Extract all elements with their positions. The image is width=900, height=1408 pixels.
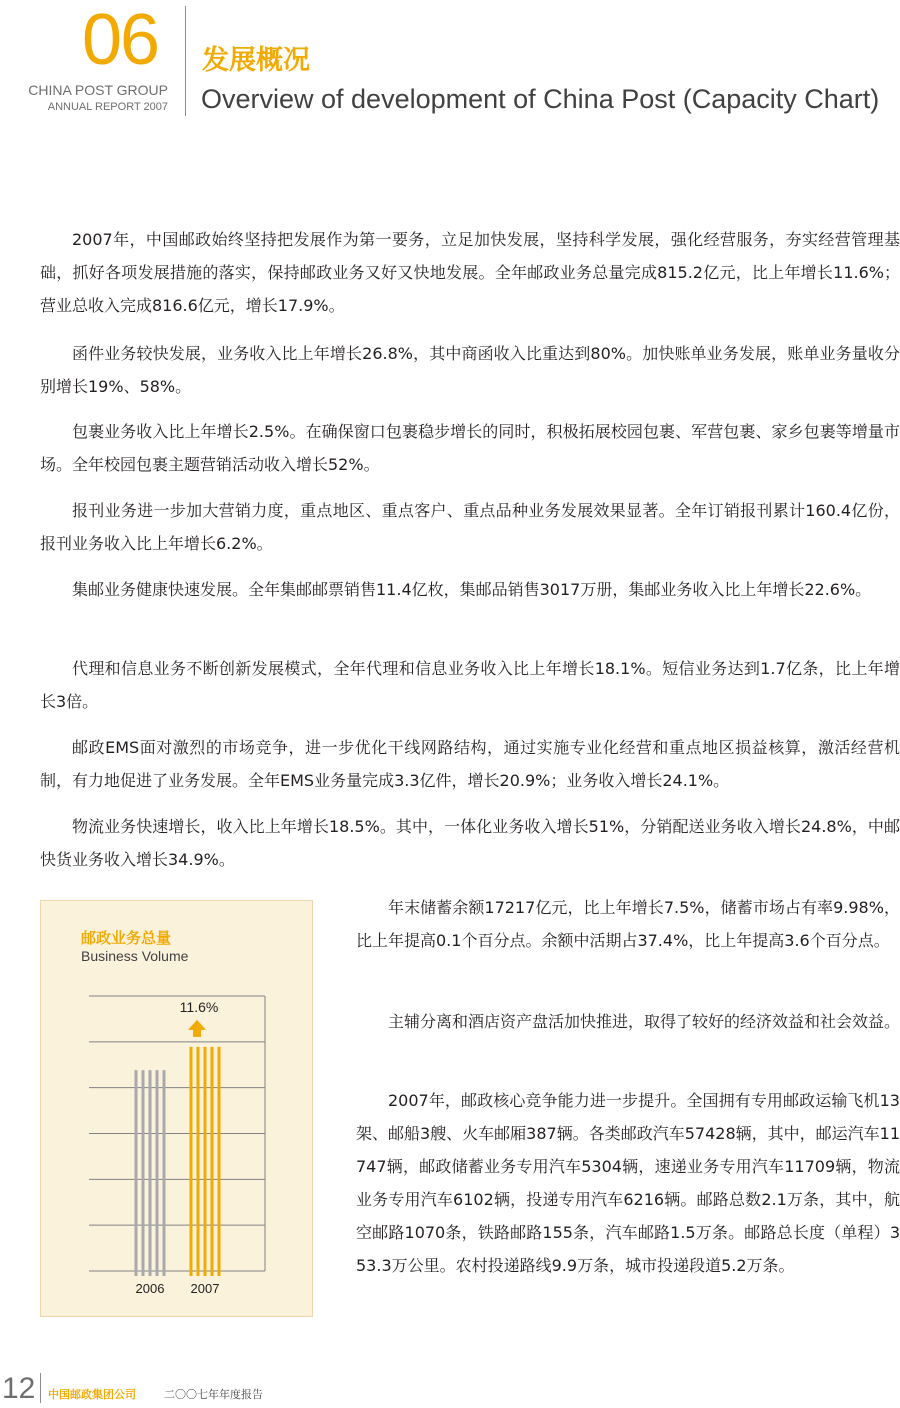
chart-grid (89, 996, 265, 1271)
bar-stroke (149, 1070, 152, 1276)
footer-divider (40, 1373, 41, 1403)
paragraph-parcels: 包裹业务收入比上年增长2.5%。在确保窗口包裹稳步增长的同时，积极拓展校园包裹、军营包裹、家乡包裹等增量市场。全年校园包裹主题营销活动收入增长52%。 (40, 422, 900, 474)
paragraph-agency-info: 代理和信息业务不断创新发展模式，全年代理和信息业务收入比上年增长18.1%。短信业务达到1.7亿条，比上年增长3倍。 (40, 659, 900, 711)
page-title-cn: 发展概况 (202, 45, 310, 76)
chart-title-cn: 邮政业务总量 (81, 929, 172, 947)
x-tick-label-2007: 2007 (190, 1281, 220, 1296)
bar-stroke (197, 1047, 200, 1276)
chart-bars (135, 1047, 221, 1276)
bar-stroke (142, 1070, 145, 1276)
group-name: CHINA POST GROUP (28, 82, 168, 98)
bar-stroke (190, 1047, 193, 1276)
paragraph-letters: 函件业务较快发展，业务收入比上年增长26.8%，其中商函收入比重达到80%。加快账单业务发展，账单业务量收分别增长19%、58%。 (40, 344, 900, 396)
footer-report-title: 二〇〇七年年度报告 (164, 1388, 263, 1401)
paragraph-philately: 集邮业务健康快速发展。全年集邮邮票销售11.4亿枚，集邮品销售3017万册，集邮业务收入比上年增长22.6%。 (72, 580, 872, 599)
bar-2007 (190, 1047, 221, 1276)
page-title-en: Overview of development of China Post (Capacity Chart) (201, 84, 880, 114)
chapter-number: 06 (82, 0, 159, 80)
chart-labels (136, 999, 220, 1296)
bar-stroke (204, 1047, 207, 1276)
paragraph-capacity: 2007年，邮政核心竞争能力进一步提升。全国拥有专用邮政运输飞机13架、邮船3艘、火车邮厢387辆。各类邮政汽车57428辆，其中，邮运汽车11747辆，邮政储蓄业务专用汽车5304辆，速递业务专用汽车11709辆，物流业务专用汽车6102辆，投递专用汽车6216辆。邮路总数2.1万条，其中，航空邮路1070条，铁路邮路155条，汽车邮路1.5万条。邮路总长度（单程）353.3万公里。农村投递路线9.9万条，城市投递段道5.2万条。 (356, 1091, 900, 1275)
growth-arrow-icon (188, 1020, 206, 1037)
footer-org-name: 中国邮政集团公司 (48, 1388, 136, 1401)
chart-plot (41, 901, 314, 1318)
growth-label: 11.6% (179, 998, 219, 1015)
paragraph-periodicals: 报刊业务进一步加大营销力度，重点地区、重点客户、重点品种业务发展效果显著。全年订销报刊累计160.4亿份，报刊业务收入比上年增长6.2%。 (40, 501, 900, 553)
business-volume-chart (40, 900, 313, 1317)
paragraph-ems: 邮政EMS面对激烈的市场竞争，进一步优化干线网路结构，通过实施专业化经营和重点地区损益核算，激活经营机制，有力地促进了业务发展。全年EMS业务量完成3.3亿件，增长20.9%；业务收入增长24.1%。 (40, 738, 900, 790)
x-tick-label-2006: 2006 (135, 1281, 165, 1296)
bar-stroke (218, 1047, 221, 1276)
bar-stroke (135, 1070, 138, 1276)
bar-2006 (135, 1070, 166, 1276)
paragraph-overview: 2007年，中国邮政始终坚持把发展作为第一要务，立足加快发展，坚持科学发展，强化经营服务，夯实经营管理基础，抓好各项发展措施的落实，保持邮政业务又好又快地发展。全年邮政业务总量完成815.2亿元，比上年增长11.6%；营业总收入完成816.6亿元，增长17.9%。 (40, 230, 900, 315)
header-divider (185, 6, 186, 116)
chart-title-en: Business Volume (81, 948, 189, 964)
bar-stroke (163, 1070, 166, 1276)
paragraph-savings: 年末储蓄余额17217亿元，比上年增长7.5%，储蓄市场占有率9.98%，比上年提高0.1个百分点。余额中活期占37.4%，比上年提高3.6个百分点。 (356, 898, 900, 950)
report-name: ANNUAL REPORT 2007 (47, 101, 168, 113)
bar-stroke (211, 1047, 214, 1276)
page-number: 12 (2, 1372, 36, 1405)
paragraph-logistics: 物流业务快速增长，收入比上年增长18.5%。其中，一体化业务收入增长51%，分销配送业务收入增长24.8%，中邮快货业务收入增长34.9%。 (40, 817, 900, 869)
bar-stroke (156, 1070, 159, 1276)
paragraph-assets: 主辅分离和酒店资产盘活加快推进，取得了较好的经济效益和社会效益。 (388, 1012, 900, 1031)
